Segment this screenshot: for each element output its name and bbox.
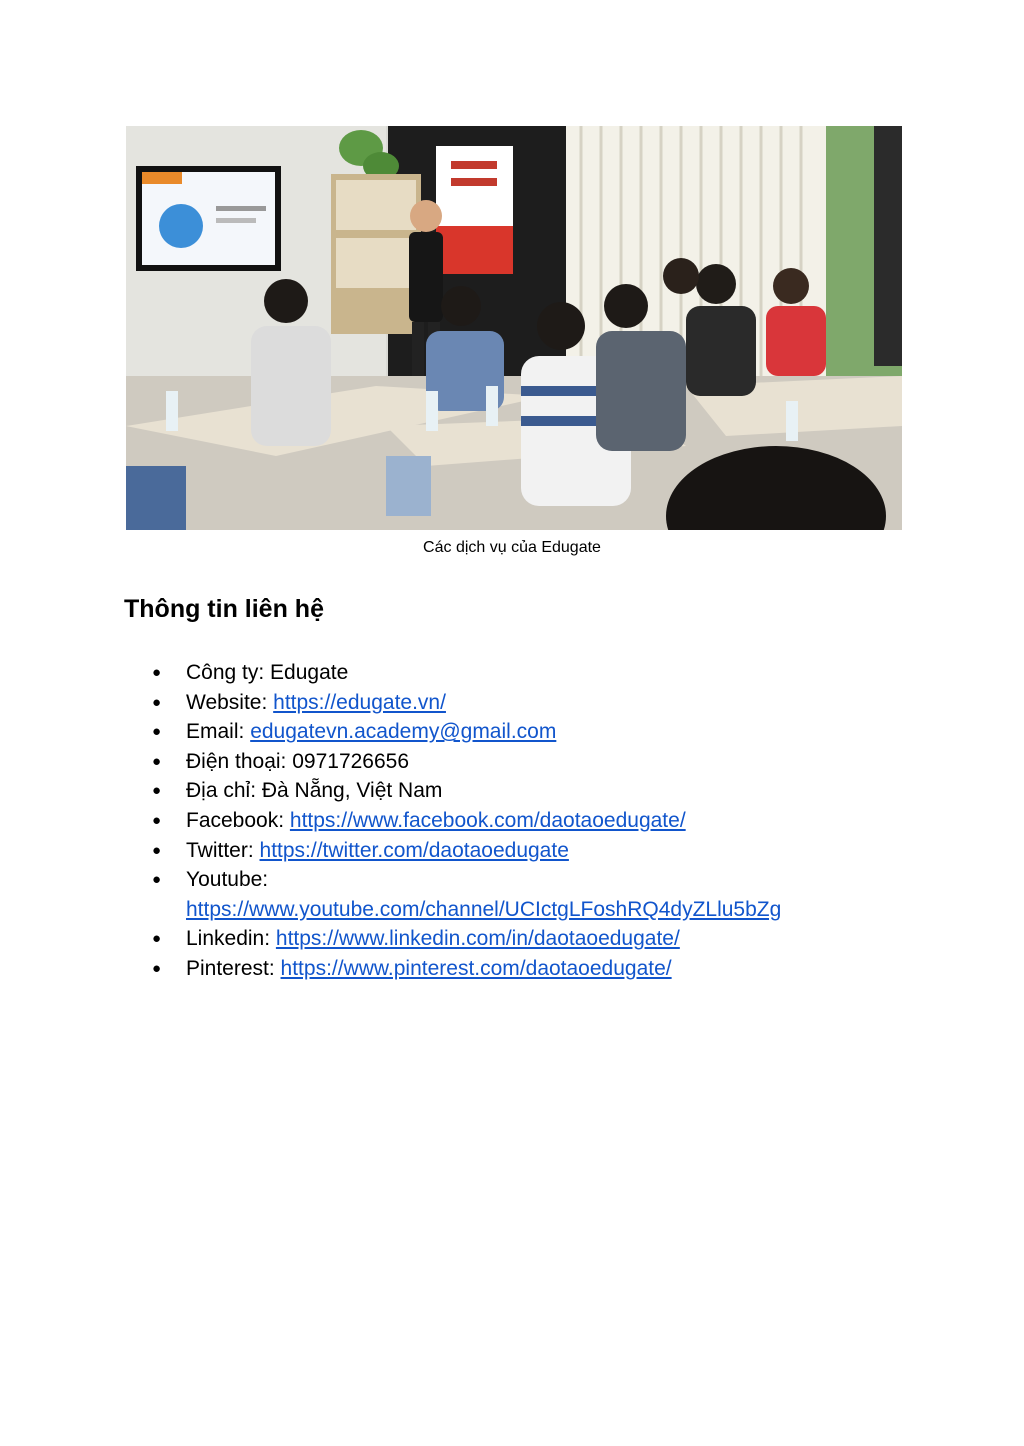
- website-link[interactable]: https://edugate.vn/: [273, 690, 446, 714]
- bullet-icon: ●: [152, 693, 162, 711]
- email-link[interactable]: edugatevn.academy@gmail.com: [250, 720, 557, 744]
- list-item-linkedin: [152, 924, 912, 954]
- bullet-icon: ●: [152, 782, 162, 800]
- classroom-photo: [126, 126, 902, 530]
- list-item-address: [152, 776, 912, 806]
- pinterest-link[interactable]: https://www.pinterest.com/daotaoedugate/: [280, 956, 672, 980]
- linkedin-label: Linkedin:: [186, 927, 276, 951]
- twitter-link[interactable]: https://twitter.com/daotaoedugate: [259, 838, 569, 862]
- list-item-youtube: [152, 865, 912, 924]
- pinterest-label: Pinterest:: [186, 956, 281, 980]
- bullet-icon: ●: [152, 959, 162, 977]
- linkedin-link[interactable]: https://www.linkedin.com/in/daotaoedugate/: [275, 927, 680, 951]
- list-item-pinterest: [152, 954, 912, 984]
- twitter-label: Twitter:: [186, 838, 260, 862]
- company-label: Công ty: Edugate: [186, 661, 349, 684]
- bullet-icon: ●: [152, 930, 162, 948]
- list-item-twitter: [152, 836, 912, 866]
- youtube-label: Youtube:: [186, 868, 269, 892]
- phone-label: Điện thoại: 0971726656: [186, 749, 410, 773]
- list-item-email: [152, 717, 912, 747]
- youtube-link[interactable]: https://www.youtube.com/channel/UCIctgLFoshRQ4dyZLlu5bZg: [186, 897, 782, 921]
- list-item-company: [152, 658, 912, 688]
- list-item-website: [152, 688, 912, 718]
- bullet-icon: ●: [152, 841, 162, 859]
- bullet-icon: ●: [152, 664, 162, 681]
- contact-list: [152, 658, 912, 984]
- address-label: Địa chỉ: Đà Nẵng, Việt Nam: [186, 779, 443, 803]
- bullet-icon: ●: [152, 723, 162, 741]
- image-caption: Các dịch vụ của Edugate: [423, 539, 601, 556]
- facebook-label: Facebook:: [186, 808, 290, 832]
- website-label: Website:: [186, 690, 274, 714]
- facebook-link[interactable]: https://www.facebook.com/daotaoedugate/: [289, 808, 686, 832]
- bullet-icon: ●: [152, 871, 162, 889]
- bullet-icon: ●: [152, 752, 162, 770]
- bullet-icon: ●: [152, 811, 162, 829]
- email-label: Email:: [186, 720, 251, 744]
- list-item-facebook: [152, 806, 912, 836]
- contact-heading: Thông tin liên hệ: [124, 595, 324, 623]
- list-item-phone: [152, 747, 912, 777]
- classroom-photo-illustration: [126, 126, 902, 530]
